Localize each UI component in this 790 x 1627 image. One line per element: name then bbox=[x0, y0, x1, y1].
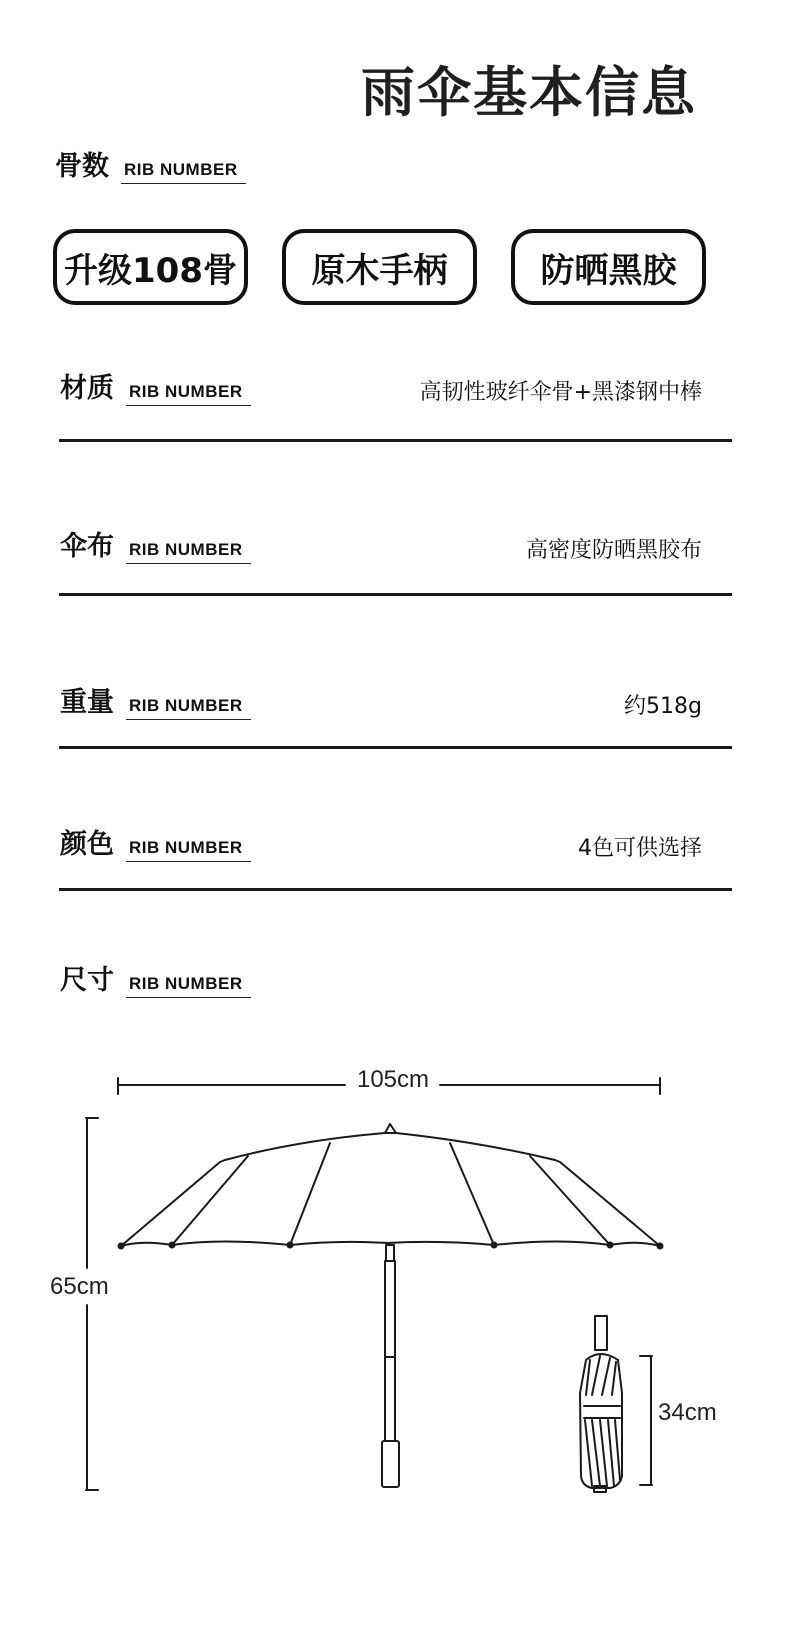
size-sublabel: RIB NUMBER bbox=[126, 974, 251, 998]
feature-pill-handle: 原木手柄 bbox=[282, 229, 477, 305]
width-dimension-label: 105cm bbox=[356, 1066, 430, 1093]
material-sublabel: RIB NUMBER bbox=[126, 382, 251, 406]
ribs-label: 骨数 bbox=[55, 151, 109, 182]
weight-sublabel: RIB NUMBER bbox=[126, 696, 251, 720]
height-dimension-line bbox=[86, 1118, 98, 1490]
page-title: 雨伞基本信息 bbox=[361, 61, 697, 124]
folded-umbrella-icon bbox=[580, 1316, 622, 1492]
height-dimension-label: 65cm bbox=[50, 1273, 109, 1300]
fabric-value: 高密度防晒黑胶布 bbox=[525, 538, 702, 563]
weight-value: 约518g bbox=[624, 694, 702, 719]
feature-pill-ribs: 升级108骨 bbox=[53, 229, 248, 305]
ribs-sublabel: RIB NUMBER bbox=[121, 160, 246, 184]
material-label: 材质 bbox=[60, 373, 114, 404]
color-sublabel: RIB NUMBER bbox=[126, 838, 251, 862]
weight-label: 重量 bbox=[60, 687, 114, 718]
fabric-label: 伞布 bbox=[60, 531, 114, 562]
size-label: 尺寸 bbox=[60, 965, 114, 996]
color-label: 颜色 bbox=[60, 829, 114, 860]
material-value: 高韧性玻纤伞骨+黑漆钢中棒 bbox=[419, 380, 702, 405]
folded-dimension-label: 34cm bbox=[658, 1399, 717, 1426]
folded-dimension-line bbox=[640, 1356, 652, 1485]
color-value: 4色可供选择 bbox=[578, 836, 702, 861]
fabric-sublabel: RIB NUMBER bbox=[126, 540, 251, 564]
feature-pill-coating: 防晒黑胶 bbox=[511, 229, 706, 305]
